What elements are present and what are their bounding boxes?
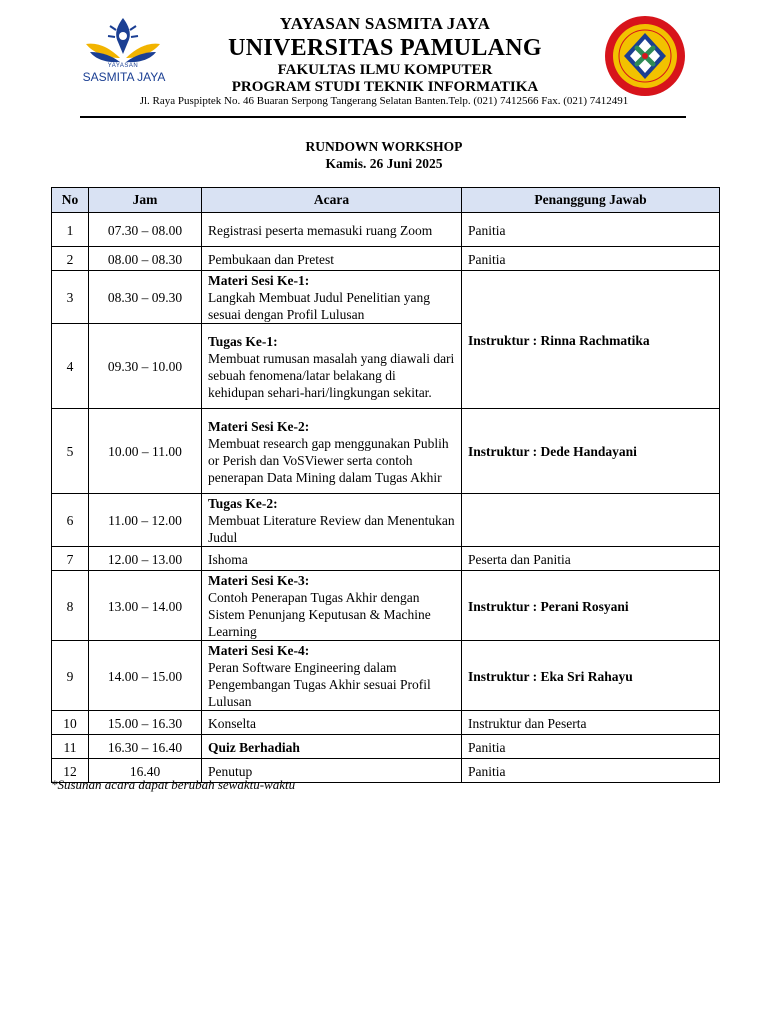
letterhead [0, 0, 768, 120]
acara-title: Materi Sesi Ke-1: [208, 273, 310, 288]
row-jam: 13.00 – 14.00 [89, 571, 202, 641]
address-line: Jl. Raya Puspiptek No. 46 Buaran Serpong Tangerang Selatan Banten.Telp. (021) 7412566 Fax. (021) 7412491 [139, 95, 629, 107]
acara-desc: Quiz Berhadiah [208, 739, 300, 755]
footnote: *Susunan acara dapat berubah sewaktu-waktu [51, 777, 296, 792]
row-jam: 14.00 – 15.00 [89, 641, 202, 711]
row-acara [202, 711, 462, 735]
row-pj [462, 494, 720, 547]
left-logo-name: SASMITA JAYA [82, 70, 166, 84]
row-pj: Panitia [462, 735, 720, 759]
row-no: 4 [52, 324, 89, 409]
row-acara [202, 735, 462, 759]
row-jam: 08.30 – 09.30 [89, 271, 202, 324]
rundown-table [51, 187, 720, 783]
table-row [52, 571, 720, 641]
document-date: Kamis. 26 Juni 2025 [325, 156, 443, 171]
row-no: 10 [52, 711, 89, 735]
row-pj: Peserta dan Panitia [462, 547, 720, 571]
acara-title: Materi Sesi Ke-3: [208, 573, 310, 588]
acara-desc: Pembukaan dan Pretest [208, 251, 334, 267]
acara-desc: Membuat Literature Review dan Menentukan Judul [208, 513, 455, 545]
row-jam: 07.30 – 08.00 [89, 213, 202, 247]
row-acara [202, 247, 462, 271]
row-acara [202, 409, 462, 494]
row-no: 5 [52, 409, 89, 494]
row-acara [202, 641, 462, 711]
row-no: 1 [52, 213, 89, 247]
acara-title: Materi Sesi Ke-2: [208, 418, 310, 434]
row-no: 7 [52, 547, 89, 571]
acara-desc: Contoh Penerapan Tugas Akhir dengan Sistem Penunjang Keputusan & Machine Learning [208, 590, 431, 639]
acara-desc: Ishoma [208, 551, 248, 567]
table-row [52, 213, 720, 247]
table-row [52, 409, 720, 494]
header-penanggung-jawab: Penanggung Jawab [462, 188, 720, 213]
acara-title: Materi Sesi Ke-4: [208, 643, 310, 658]
row-pj: Panitia [462, 247, 720, 271]
table-row [52, 494, 720, 547]
header-jam: Jam [89, 188, 202, 213]
row-acara [202, 271, 462, 324]
foundation-name: YAYASAN SASMITA JAYA [279, 14, 491, 33]
row-no: 8 [52, 571, 89, 641]
header-acara: Acara [202, 188, 462, 213]
letterhead-divider [80, 116, 686, 118]
table-row [52, 641, 720, 711]
program-name: PROGRAM STUDI TEKNIK INFORMATIKA [231, 79, 539, 95]
letterhead-headings [150, 14, 620, 96]
row-no: 9 [52, 641, 89, 711]
table-row [52, 247, 720, 271]
acara-desc: Membuat rumusan masalah yang diawali dari sebuah fenomena/latar belakang di kehidupan sehari-hari/lingkungan sekitar. [208, 350, 455, 400]
row-acara [202, 494, 462, 547]
acara-desc: Membuat research gap menggunakan Publih or Perish dan VoSViewer serta contoh penerapan Data Mining dalam Tugas Akhir [208, 435, 449, 485]
row-jam: 08.00 – 08.30 [89, 247, 202, 271]
row-pj: Instruktur : Perani Rosyani [462, 571, 720, 641]
acara-title: Tugas Ke-1: [208, 333, 278, 349]
table-row [52, 271, 720, 324]
university-name: UNIVERSITAS PAMULANG [228, 35, 542, 61]
acara-desc: Konselta [208, 715, 256, 731]
document-title: RUNDOWN WORKSHOP [305, 139, 463, 154]
table-row [52, 547, 720, 571]
left-logo-small-text: YAYASAN [107, 63, 139, 69]
row-no: 6 [52, 494, 89, 547]
row-jam: 09.30 – 10.00 [89, 324, 202, 409]
row-acara [202, 213, 462, 247]
row-no: 12 [52, 759, 89, 783]
row-acara [202, 547, 462, 571]
row-acara [202, 571, 462, 641]
row-jam: 15.00 – 16.30 [89, 711, 202, 735]
header-no: No [52, 188, 89, 213]
faculty-name: FAKULTAS ILMU KOMPUTER [277, 62, 493, 78]
row-no: 3 [52, 271, 89, 324]
acara-desc: Peran Software Engineering dalam Pengembangan Tugas Akhir sesuai Profil Lulusan [208, 660, 431, 709]
row-jam: 16.30 – 16.40 [89, 735, 202, 759]
table-row [52, 711, 720, 735]
row-no: 2 [52, 247, 89, 271]
row-pj: Panitia [462, 759, 720, 783]
acara-desc: Langkah Membuat Judul Penelitian yang sesuai dengan Profil Lulusan [208, 290, 430, 322]
acara-desc: Registrasi peserta memasuki ruang Zoom [208, 222, 433, 238]
row-jam: 10.00 – 11.00 [89, 409, 202, 494]
acara-title: Tugas Ke-2: [208, 496, 278, 511]
row-pj: Instruktur dan Peserta [462, 711, 720, 735]
row-jam: 11.00 – 12.00 [89, 494, 202, 547]
row-jam: 16.40 [89, 759, 202, 783]
row-no: 11 [52, 735, 89, 759]
table-header-row [52, 188, 720, 213]
university-seal-logo [604, 15, 686, 97]
row-pj: Panitia [462, 213, 720, 247]
table-row [52, 735, 720, 759]
acara-desc: Penutup [208, 763, 253, 779]
row-jam: 12.00 – 13.00 [89, 547, 202, 571]
row-pj-merged: Instruktur : Rinna Rachmatika [462, 271, 720, 409]
row-pj: Instruktur : Eka Sri Rahayu [462, 641, 720, 711]
row-acara [202, 324, 462, 409]
document-heading [0, 138, 768, 172]
row-pj: Instruktur : Dede Handayani [462, 409, 720, 494]
